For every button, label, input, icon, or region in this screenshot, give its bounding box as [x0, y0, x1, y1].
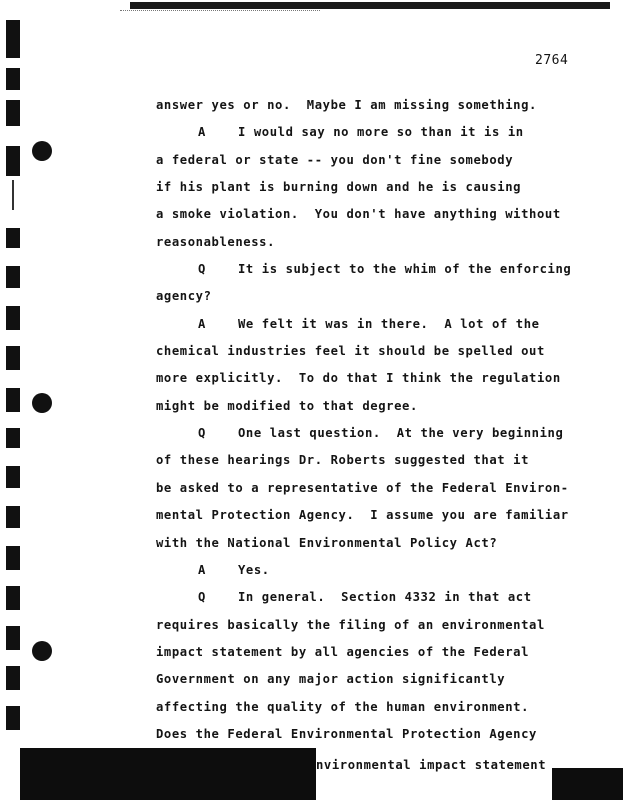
edge-mark — [6, 506, 20, 528]
line-text: agency? — [156, 289, 212, 304]
line-text: mental Protection Agency. I assume you are familiar — [156, 508, 569, 523]
transcript-line — [156, 533, 586, 560]
edge-mark — [6, 346, 20, 370]
scan-top-edge — [130, 2, 610, 9]
line-text: answer yes or no. Maybe I am missing something. — [156, 98, 537, 112]
transcript-line — [156, 314, 586, 341]
line-text: In general. Section 4332 in that act — [238, 590, 532, 605]
edge-mark — [6, 388, 20, 412]
edge-mark — [6, 546, 20, 570]
line-text: I would say no more so than it is in — [238, 125, 524, 140]
edge-mark — [6, 626, 20, 650]
punch-hole — [32, 141, 52, 161]
line-text: a federal or state -- you don't fine somebody — [156, 152, 514, 167]
edge-mark — [12, 180, 14, 210]
edge-mark — [6, 68, 20, 90]
line-text: chemical industries feel it should be spelled out — [156, 344, 545, 359]
speaker-label: Q — [198, 262, 206, 277]
page-number: 2764 — [535, 53, 569, 68]
line-text: One last question. At the very beginning — [238, 426, 564, 441]
speaker-label: Q — [198, 590, 206, 605]
line-text: requires basically the filing of an environmental — [156, 617, 545, 632]
line-text: reasonableness. — [156, 234, 276, 249]
transcript-line — [156, 560, 586, 587]
line-text: with the National Environmental Policy Act? — [156, 535, 498, 550]
transcript-line — [156, 232, 586, 259]
transcript-line — [156, 587, 586, 614]
edge-mark — [6, 146, 20, 176]
scan-left-edge — [0, 0, 24, 800]
line-text: Government on any major action significantly — [156, 672, 506, 687]
transcript-line — [156, 697, 586, 724]
edge-mark — [6, 586, 20, 610]
line-text: more explicitly. To do that I think the regulation — [156, 371, 561, 386]
edge-mark — [6, 228, 20, 248]
transcript-line — [156, 204, 586, 231]
transcript-line — [156, 642, 586, 669]
transcript-line — [156, 478, 586, 505]
speaker-label: A — [198, 316, 206, 331]
transcript-line — [156, 122, 586, 149]
line-text: Does the Federal Environmental Protection Agency — [156, 726, 537, 741]
edge-mark — [6, 428, 20, 448]
line-text: if his plant is burning down and he is causing — [156, 180, 522, 195]
line-text: of these hearings Dr. Roberts suggested that it — [156, 453, 530, 468]
redaction-block — [20, 748, 316, 800]
transcript-line — [156, 615, 586, 642]
speaker-label: A — [198, 125, 206, 140]
scan-noise — [120, 10, 320, 15]
transcript-last-line: nvironmental impact statement — [316, 758, 547, 772]
edge-mark — [6, 706, 20, 730]
line-text: might be modified to that degree. — [156, 398, 418, 413]
transcript-line — [156, 341, 586, 368]
edge-mark — [6, 306, 20, 330]
transcript-line — [156, 368, 586, 395]
edge-mark — [6, 666, 20, 690]
line-text: impact statement by all agencies of the Federal — [156, 644, 530, 659]
transcript-line — [156, 669, 586, 696]
line-text: be asked to a representative of the Federal Environ- — [156, 480, 569, 495]
transcript-line — [156, 259, 586, 286]
edge-mark — [6, 466, 20, 488]
transcript-line — [156, 396, 586, 423]
edge-mark — [6, 266, 20, 288]
transcript-line — [156, 505, 586, 532]
transcript-line — [156, 286, 586, 313]
transcript-line — [156, 450, 586, 477]
line-text: It is subject to the whim of the enforcing — [238, 262, 572, 277]
line-text: Yes. — [238, 562, 270, 577]
punch-hole — [32, 393, 52, 413]
line-text: a smoke violation. You don't have anything without — [156, 207, 561, 222]
line-text: We felt it was in there. A lot of the — [238, 316, 540, 331]
edge-mark — [6, 100, 20, 126]
speaker-label: A — [198, 562, 206, 577]
edge-mark — [6, 20, 20, 58]
redaction-block — [552, 768, 623, 800]
line-text: affecting the quality of the human environment. — [156, 699, 530, 714]
transcript-body — [156, 95, 586, 751]
transcript-line — [156, 177, 586, 204]
punch-hole — [32, 641, 52, 661]
speaker-label: Q — [198, 426, 206, 441]
transcript-line — [156, 423, 586, 450]
transcript-line — [156, 95, 586, 122]
transcript-line — [156, 150, 586, 177]
